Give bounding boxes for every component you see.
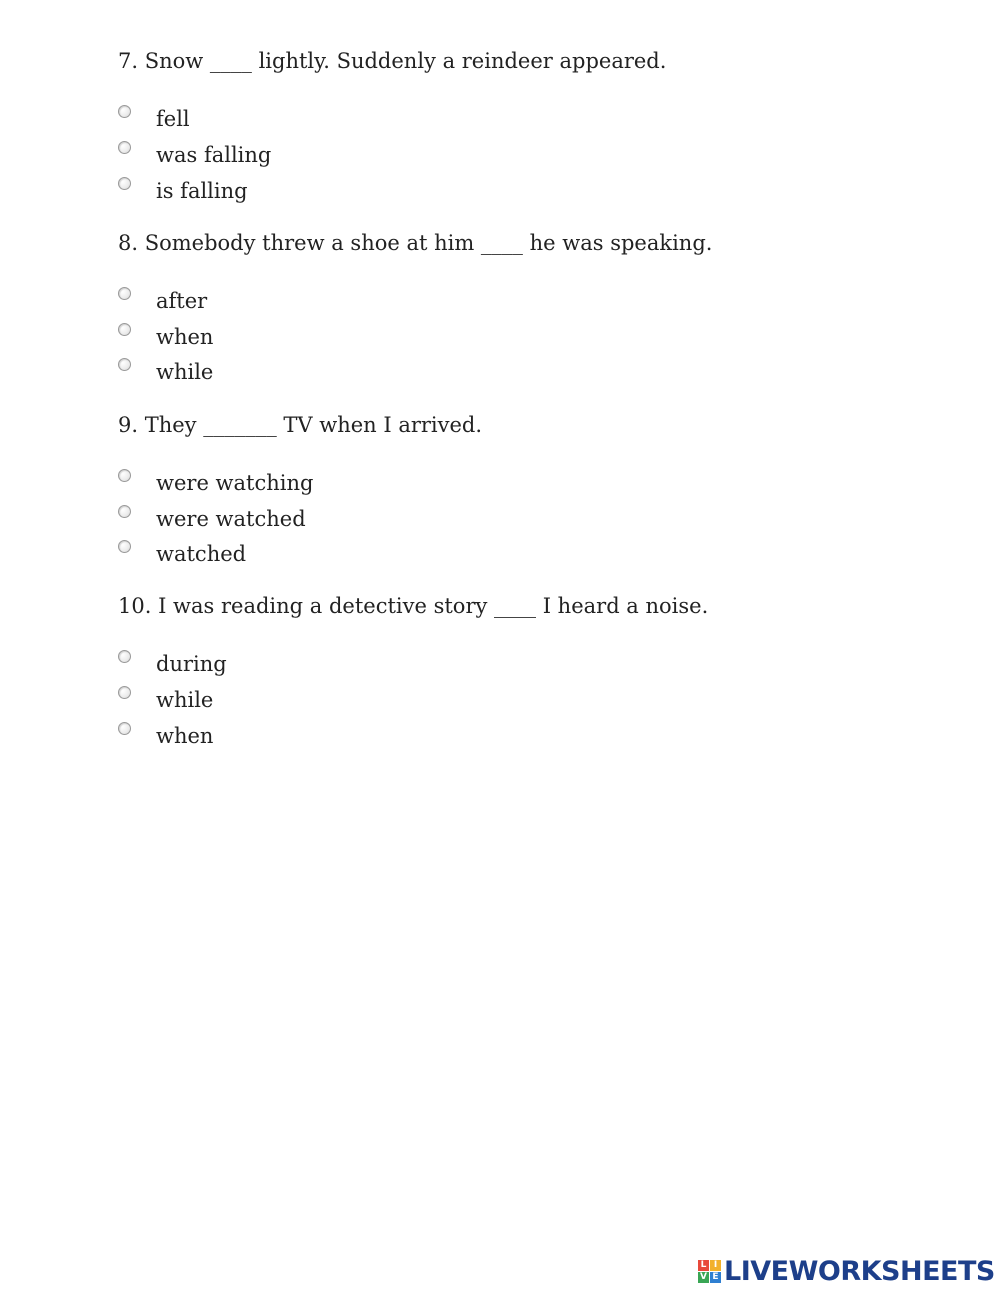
q10-option-during[interactable] <box>118 649 227 679</box>
option-label: were watching <box>156 471 314 495</box>
logo-mark-icon <box>698 1260 721 1283</box>
option-label: while <box>156 360 214 384</box>
logo-cell-l: L <box>698 1260 709 1271</box>
q7-option-was-falling[interactable] <box>118 140 271 170</box>
option-label: when <box>156 325 214 349</box>
radio-button[interactable] <box>118 287 131 300</box>
logo-cell-v: V <box>698 1272 709 1283</box>
option-label: were watched <box>156 507 306 531</box>
q10-option-while[interactable] <box>118 685 213 715</box>
radio-button[interactable] <box>118 686 131 699</box>
logo-cell-e: E <box>710 1272 721 1283</box>
radio-button[interactable] <box>118 177 131 190</box>
question-10-text: 10. I was reading a detective story ____ I heard a noise. <box>118 594 709 618</box>
option-label: while <box>156 688 214 712</box>
option-label: is falling <box>156 179 248 203</box>
option-label: fell <box>156 107 190 131</box>
radio-button[interactable] <box>118 105 131 118</box>
logo-cell-i: I <box>710 1260 721 1271</box>
radio-button[interactable] <box>118 358 131 371</box>
option-label: when <box>156 724 214 748</box>
q8-option-while[interactable] <box>118 357 213 387</box>
question-9-text: 9. They _______ TV when I arrived. <box>118 413 483 437</box>
option-label: after <box>156 289 208 313</box>
q7-option-fell[interactable] <box>118 104 190 134</box>
radio-button[interactable] <box>118 650 131 663</box>
q8-option-after[interactable] <box>118 286 207 316</box>
q8-option-when[interactable] <box>118 322 213 352</box>
radio-button[interactable] <box>118 505 131 518</box>
brand-name: LIVEWORKSHEETS <box>724 1255 995 1287</box>
option-label: was falling <box>156 143 272 167</box>
q9-option-were-watching[interactable] <box>118 468 313 498</box>
q7-option-is-falling[interactable] <box>118 176 248 206</box>
radio-button[interactable] <box>118 540 131 553</box>
radio-button[interactable] <box>118 323 131 336</box>
question-7-text: 7. Snow ____ lightly. Suddenly a reindeer appeared. <box>118 49 667 73</box>
radio-button[interactable] <box>118 141 131 154</box>
radio-button[interactable] <box>118 722 131 735</box>
question-8-text: 8. Somebody threw a shoe at him ____ he was speaking. <box>118 231 713 255</box>
q9-option-were-watched[interactable] <box>118 504 306 534</box>
option-label: during <box>156 652 227 676</box>
q9-option-watched[interactable] <box>118 539 246 569</box>
q10-option-when[interactable] <box>118 721 213 751</box>
option-label: watched <box>156 542 247 566</box>
liveworksheets-logo <box>698 1256 995 1286</box>
radio-button[interactable] <box>118 469 131 482</box>
